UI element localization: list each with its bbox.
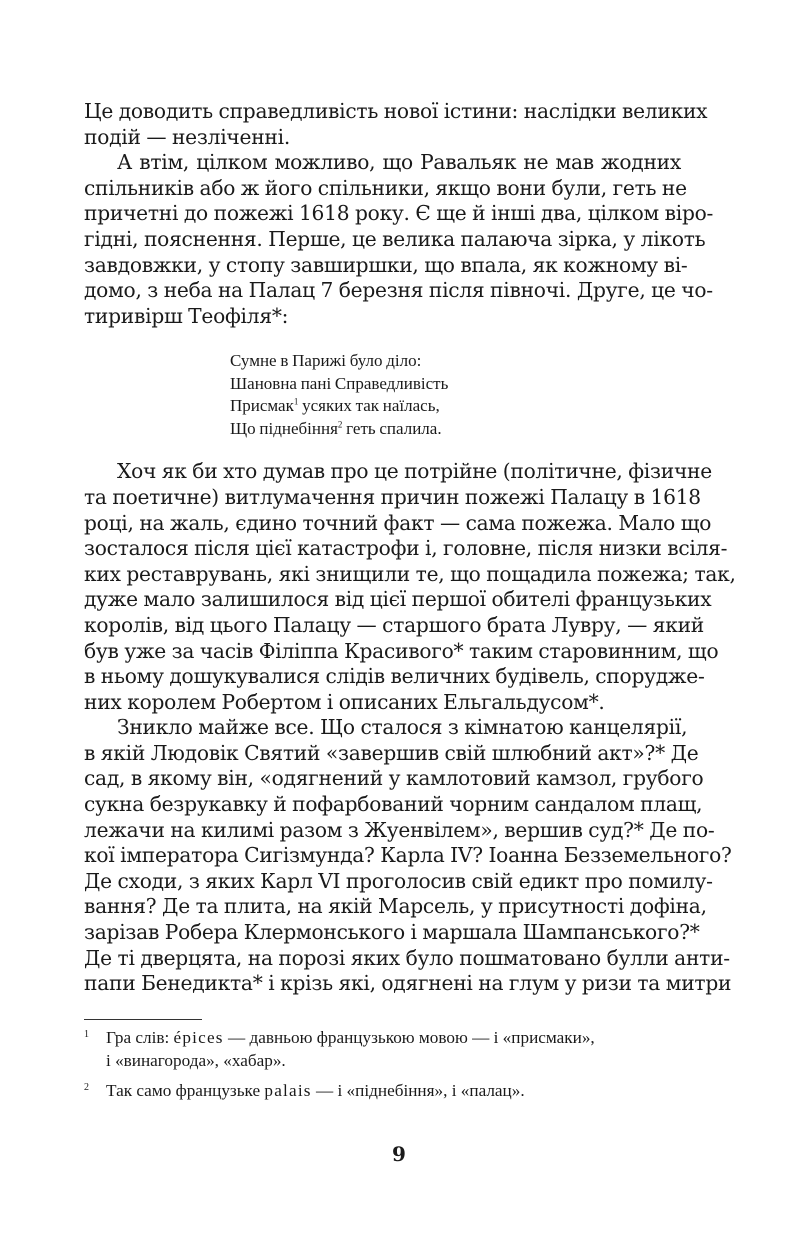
text-line: ких реставрувань, які знищили те, що пощадила пожежа; так, [84, 561, 736, 586]
footnote-text: Гра слів: [106, 1028, 174, 1047]
text-line: спільників або ж його спільники, якщо вони були, геть не [84, 175, 687, 200]
footnote-line [106, 1079, 684, 1102]
poem-line [230, 418, 681, 441]
text-line: Зникло майже все. Що сталося з кімнатою канцелярії, [117, 715, 688, 740]
footnote-text: — давньою французькою мовою — і «присмаки», [223, 1028, 595, 1047]
text-line: Де ті дверцята, на порозі яких було пошматовано булли анти- [84, 945, 730, 970]
page-number: 9 [392, 1142, 406, 1166]
text-line: завдовжки, у стопу завширшки, що впала, як кожному ві- [84, 252, 688, 277]
text-line: зарізав Робера Клермонського і маршала Шампанського?* [84, 920, 700, 945]
text-line: вання? Де та плита, на якій Марсель, у присутності дофіна, [84, 894, 707, 919]
footnote-term: palais [264, 1081, 312, 1100]
poem-line: Сумне в Парижі було діло: [230, 351, 422, 371]
text-line: причетні до пожежі 1618 року. Є ще й інші два, цілком віро- [84, 201, 714, 226]
footnote-term: épices [173, 1028, 224, 1047]
text-line: лежачи на килимі разом з Жуенвілем», вершив суд?* Де по- [84, 817, 715, 842]
poem-text: геть спалила. [342, 418, 442, 438]
paragraph-4 [84, 715, 732, 997]
footnote-divider [84, 1019, 202, 1020]
footnote-ref: 2 [337, 419, 343, 430]
poem-text: Що піднебіння [230, 418, 338, 438]
footnote-ref: 1 [293, 396, 299, 407]
text-line: подій — незліченні. [84, 124, 290, 149]
text-line: кої імператора Сигізмунда? Карла IV? Іоанна Безземельного? [84, 843, 732, 868]
footnotes [84, 1026, 684, 1109]
poem-quatrain [230, 350, 681, 440]
text-line: домо, з неба на Палац 7 березня після півночі. Друге, це чо- [84, 278, 713, 303]
text-line: в якій Людовік Святий «завершив свій шлюбний акт»?* Де [84, 740, 699, 765]
text-line: королів, від цього Палацу — старшого брата Лувру, — який [84, 612, 704, 637]
main-text [84, 99, 736, 997]
text-line: сад, в якому він, «одягнений у камлотовий камзол, грубого [84, 766, 704, 791]
text-line: році, на жаль, єдино точний факт — сама пожежа. Мало що [84, 510, 712, 535]
text-line: А втім, цілком можливо, що Равальяк не мав жодних [117, 150, 681, 175]
poem-line: Шановна пані Справедливість [230, 373, 449, 393]
footnote-line: і «винагорода», «хабар». [106, 1051, 286, 1070]
text-line: гідні, пояснення. Перше, це велика палаюча зірка, у лікоть [84, 226, 706, 251]
text-line: та поетичне) витлумачення причин пожежі Палацу в 1618 [84, 484, 701, 509]
poem-line [230, 395, 681, 418]
footnote-1 [84, 1026, 684, 1072]
paragraph-3 [84, 459, 736, 715]
footnote-number: 2 [84, 1082, 89, 1093]
text-line: в ньому дошукувалися слідів величних будівель, споруджe- [84, 664, 705, 689]
footnote-text: Так само французьке [106, 1081, 265, 1100]
footnote-line [106, 1026, 684, 1049]
poem-text: усяких так наїлась, [298, 396, 440, 416]
text-line: них королем Робертом і описаних Ельгальдусом*. [84, 689, 605, 714]
footnote-2 [84, 1079, 684, 1102]
footnote-number: 1 [84, 1029, 89, 1040]
text-line: тиривірш Теофіля*: [84, 303, 289, 328]
text-line: зосталося після цієї катастрофи і, головне, після низки всіля- [84, 536, 728, 561]
paragraph-1 [84, 99, 708, 150]
text-line: папи Бенедикта* і крізь які, одягнені на глум у ризи та митри [84, 971, 732, 996]
footnote-text: — і «піднебіння», і «палац». [311, 1081, 525, 1100]
text-line: був уже за часів Філіппа Красивого* таким старовинним, що [84, 638, 719, 663]
text-line: Хоч як би хто думав про це потрійне (політичне, фізичне [117, 459, 712, 484]
text-line: дуже мало залишилося від цієї першої обителі французьких [84, 587, 712, 612]
poem-text: Присмак [230, 396, 294, 416]
paragraph-2 [84, 150, 714, 329]
text-line: сукна безрукавку й пофарбований чорним сандалом плащ, [84, 792, 703, 817]
text-line: Це доводить справедливість нової істини: наслідки великих [84, 99, 708, 123]
text-line: Де сходи, з яких Карл VI проголосив свій едикт про помилу- [84, 868, 713, 893]
